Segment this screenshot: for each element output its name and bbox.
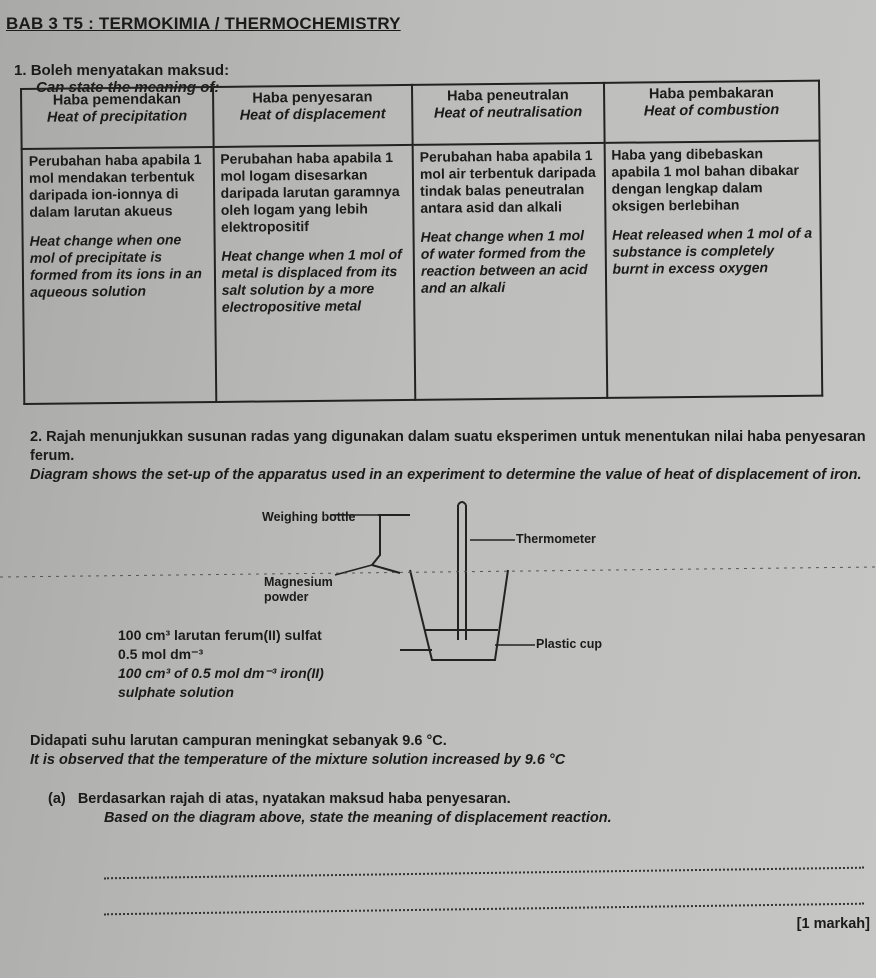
solution-label: 100 cm³ larutan ferum(II) sulfat 0.5 mol dm⁻³ 100 cm³ of 0.5 mol dm⁻³ iron(II) sulphate solution — [118, 627, 324, 700]
observation-text: Didapati suhu larutan campuran meningkat sebanyak 9.6 °C. It is observed that the temperature of the mixture solution increased by 9.6 °C — [30, 733, 566, 768]
definition-displacement: Perubahan haba apabila 1 mol logam disesarkan daripada larutan garamnya oleh logam yang lebih elektropositif Heat change when 1 mol of metal is displaced from its salt solution by a more electropositive metal — [213, 145, 415, 402]
question-2-text: 2. Rajah menunjukkan susunan radas yang digunakan dalam suatu eksperimen untuk menentukan nilai haba penyesaran ferum. Diagram shows the set-up of the apparatus used in an experiment to determine the value of heat of displacement of iron. — [30, 429, 866, 483]
question-2a: (a) Berdasarkan rajah di atas, nyatakan maksud haba penyesaran. Based on the diagram above, state the meaning of displacement reaction. — [48, 791, 612, 826]
answer-line-2[interactable] — [104, 903, 864, 916]
definition-precipitation: Perubahan haba apabila 1 mol mendakan terbentuk daripada ion-ionnya di dalam larutan akueus Heat change when one mol of precipitate is formed from its ions in an aqueous solution — [22, 147, 216, 404]
header-combustion: Haba pembakaran Heat of combustion — [604, 81, 820, 143]
plastic-cup-icon — [400, 570, 508, 660]
chapter-title: BAB 3 T5 : TERMOKIMIA / THERMOCHEMISTRY — [6, 14, 401, 33]
definition-combustion: Haba yang dibebaskan apabila 1 mol bahan dibakar dengan lengkap dalam oksigen berlebihan Heat released when 1 mol of a substance is completely burnt in excess oxygen — [604, 141, 822, 398]
question-1-prompt: 1. Boleh menyatakan maksud: Can state the meaning of: — [14, 62, 230, 96]
header-precipitation: Haba pemendakan Heat of precipitation — [21, 87, 213, 149]
weighing-bottle-icon — [372, 515, 410, 573]
header-neutralisation: Haba peneutralan Heat of neutralisation — [412, 83, 604, 145]
thermometer-label: Thermometer — [516, 532, 596, 546]
plastic-cup-label: Plastic cup — [536, 637, 602, 651]
thermometer-icon — [458, 502, 466, 640]
header-displacement: Haba penyesaran Heat of displacement — [213, 85, 413, 147]
magnesium-powder-label: Magnesium powder — [264, 575, 333, 604]
weighing-bottle-label: Weighing bottle — [262, 510, 356, 524]
mark-allocation: [1 markah] — [796, 916, 870, 932]
definition-neutralisation: Perubahan haba apabila 1 mol air terbentuk daripada tindak balas peneutralan antara asid dan alkali Heat change when 1 mol of water formed from the reaction between an acid and an alkali — [413, 143, 607, 400]
answer-line-1[interactable] — [104, 867, 864, 880]
definitions-table — [20, 80, 823, 405]
